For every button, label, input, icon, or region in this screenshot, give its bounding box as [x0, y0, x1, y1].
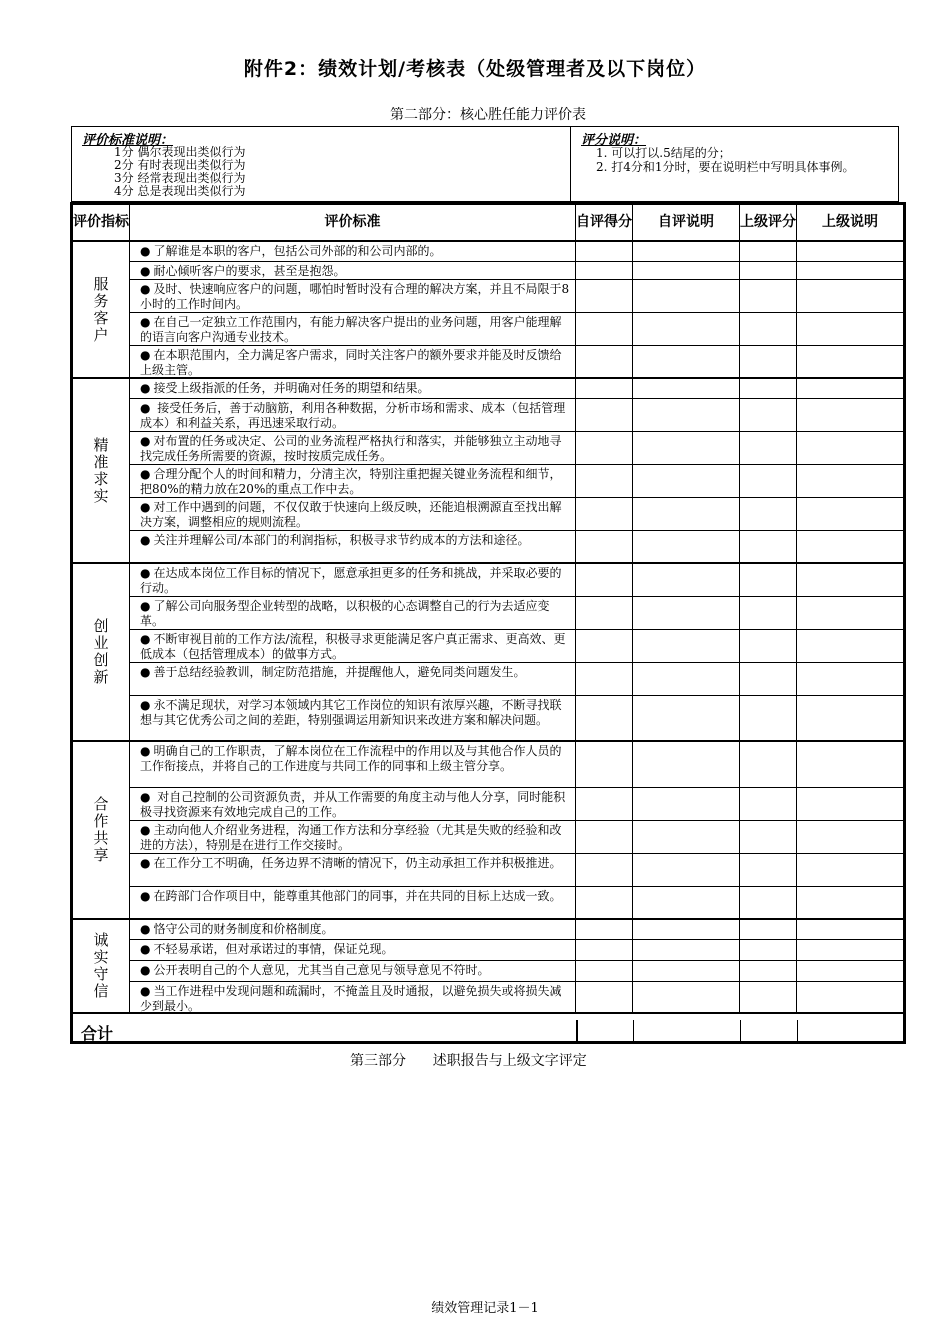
self-score-cell[interactable] [576, 854, 633, 886]
bullet-icon: ● [140, 315, 151, 329]
criteria-row [130, 465, 903, 498]
criteria-row [130, 262, 903, 280]
criteria-row [130, 399, 903, 432]
indicator-label: 服务客户 [91, 275, 110, 344]
self-score-cell[interactable] [576, 887, 633, 918]
self-note-cell[interactable] [633, 432, 740, 464]
criteria-row [130, 663, 903, 696]
criteria-text: 永不满足现状，对学习本领域内其它工作岗位的知识有浓厚兴趣，不断寻找联想与其它优秀公司之间的差距，特别强调运用新知识来改进方案和解决问题。 [140, 698, 562, 727]
self-note-cell[interactable] [633, 854, 740, 886]
standard-line: 3分 经常表现出类似行为 [114, 171, 246, 185]
standard-line: 4分 总是表现出类似行为 [114, 184, 246, 198]
supervisor-note-cell[interactable] [797, 788, 903, 820]
standard-line: 2分 有时表现出类似行为 [114, 158, 246, 172]
supervisor-score-cell[interactable] [740, 313, 797, 345]
criteria-text-cell [130, 788, 576, 820]
criteria-row [130, 630, 903, 663]
criteria-text-cell [130, 379, 576, 398]
bullet-icon: ● [140, 282, 151, 296]
self-note-cell[interactable] [633, 887, 740, 918]
instructions-box [71, 126, 899, 202]
supervisor-score-cell[interactable] [740, 630, 797, 662]
self-score-cell[interactable] [576, 346, 633, 377]
self-score-cell[interactable] [576, 379, 633, 398]
supervisor-note-cell[interactable] [797, 961, 903, 981]
self-score-cell[interactable] [576, 313, 633, 345]
standard-line: 1分 偶尔表现出类似行为 [114, 145, 246, 159]
criteria-row [130, 920, 903, 940]
self-score-cell[interactable] [576, 920, 633, 939]
criteria-text: 主动向他人介绍业务进程，沟通工作方法和分享经验（尤其是失败的经验和改进的方法），特别是在进行工作交接时。 [140, 823, 562, 852]
supervisor-note-cell[interactable] [797, 940, 903, 960]
self-note-cell[interactable] [633, 788, 740, 820]
supervisor-score-cell[interactable] [740, 262, 797, 279]
criteria-row [130, 887, 903, 920]
supervisor-note-cell[interactable] [797, 399, 903, 431]
criteria-row [130, 961, 903, 982]
self-note-cell[interactable] [633, 597, 740, 629]
criteria-text-cell [130, 961, 576, 981]
supervisor-note-cell[interactable] [797, 465, 903, 497]
criteria-row [130, 346, 903, 379]
supervisor-note-cell[interactable] [797, 821, 903, 853]
supervisor-score-cell[interactable] [740, 920, 797, 939]
supervisor-score-cell[interactable] [740, 788, 797, 820]
criteria-text-cell [130, 313, 576, 345]
self-note-cell[interactable] [633, 821, 740, 853]
self-note-cell[interactable] [633, 465, 740, 497]
criteria-text-cell [130, 920, 576, 939]
self-note-cell[interactable] [633, 920, 740, 939]
criteria-text-cell [130, 465, 576, 497]
supervisor-score-cell[interactable] [740, 663, 797, 695]
self-score-cell[interactable] [576, 564, 633, 596]
criteria-text-cell [130, 982, 576, 1012]
evaluation-standard-title: 评价标准说明： [82, 133, 174, 148]
competency-table [70, 202, 906, 1044]
criteria-row [130, 242, 903, 262]
supervisor-score-cell[interactable] [740, 887, 797, 918]
self-note-cell[interactable] [633, 379, 740, 398]
evaluation-standard-panel [72, 127, 571, 201]
supervisor-note-cell[interactable] [797, 498, 903, 530]
self-score-cell[interactable] [576, 630, 633, 662]
criteria-row [130, 280, 903, 313]
self-note-cell[interactable] [633, 564, 740, 596]
scoring-line: 1. 可以打以.5结尾的分； [596, 146, 731, 160]
criteria-text: 合理分配个人的时间和精力，分清主次，特别注重把握关键业务流程和细节，把80%的精力放在20%的重点工作中去。 [140, 467, 562, 496]
supervisor-note-cell[interactable] [797, 313, 903, 345]
supervisor-score-cell[interactable] [740, 696, 797, 740]
criteria-text-cell [130, 696, 576, 740]
supervisor-note-cell[interactable] [797, 887, 903, 918]
section-subtitle: 第二部分：核心胜任能力评价表 [390, 107, 586, 123]
self-note-cell[interactable] [633, 982, 740, 1012]
bullet-icon: ● [140, 889, 151, 903]
criteria-text: 在自己一定独立工作范围内，有能力解决客户提出的业务问题，用客户能理解的语言向客户沟通专业技术。 [140, 315, 562, 344]
supervisor-note-cell[interactable] [797, 597, 903, 629]
criteria-row [130, 379, 903, 399]
criteria-text-cell [130, 854, 576, 886]
indicator-cell [73, 242, 130, 379]
supervisor-score-cell[interactable] [740, 379, 797, 398]
indicator-label: 精准求实 [91, 436, 110, 505]
criteria-text: 对工作中遇到的问题，不仅仅敢于快速向上级反映，还能追根溯源直至找出解决方案，调整相应的规则流程。 [140, 500, 562, 529]
criteria-text: 在跨部门合作项目中，能尊重其他部门的同事，并在共同的目标上达成一致。 [153, 889, 562, 903]
bullet-icon: ● [140, 264, 151, 278]
bullet-icon: ● [140, 500, 151, 514]
supervisor-score-cell[interactable] [740, 597, 797, 629]
criteria-row [130, 498, 903, 531]
criteria-text: 在工作分工不明确，任务边界不清晰的情况下，仍主动承担工作并积极推进。 [153, 856, 562, 870]
total-divider [740, 1020, 741, 1042]
criteria-text: 对布置的任务或决定、公司的业务流程严格执行和落实，并能够独立主动地寻找完成任务所需要的资源，按时按质完成任务。 [140, 434, 562, 463]
criteria-row [130, 854, 903, 887]
bullet-icon: ● [140, 632, 151, 646]
criteria-text: 不断审视目前的工作方法/流程，积极寻求更能满足客户真正需求、更高效、更低成本（包括管理成本）的做事方式。 [140, 632, 566, 661]
header-supervisor-score: 上级评分 [740, 205, 797, 242]
bullet-icon: ● [140, 381, 151, 395]
criteria-text: 明确自己的工作职责，了解本岗位在工作流程中的作用以及与其他合作人员的工作衔接点，并将自己的工作进度与共同工作的同事和上级主管分享。 [140, 744, 562, 773]
criteria-text: 当工作进程中发现问题和疏漏时，不掩盖且及时通报，以避免损失或将损失减少到最小。 [140, 984, 562, 1013]
bullet-icon: ● [140, 698, 151, 712]
criteria-text: 耐心倾听客户的要求，甚至是抱怨。 [153, 264, 346, 278]
criteria-text: 对自己控制的公司资源负责，并从工作需要的角度主动与他人分享，同时能积极寻找资源来有效地完成自己的工作。 [140, 790, 566, 819]
supervisor-note-cell[interactable] [797, 379, 903, 398]
self-note-cell[interactable] [633, 531, 740, 562]
indicator-label: 创业创新 [91, 618, 110, 686]
self-note-cell[interactable] [633, 630, 740, 662]
criteria-row [130, 597, 903, 630]
supervisor-score-cell[interactable] [740, 346, 797, 377]
criteria-text: 了解谁是本职的客户，包括公司外部的和公司内部的。 [153, 244, 442, 258]
supervisor-note-cell[interactable] [797, 696, 903, 740]
criteria-text-cell [130, 432, 576, 464]
criteria-text-cell [130, 498, 576, 530]
criteria-text-cell [130, 564, 576, 596]
self-score-cell[interactable] [576, 940, 633, 960]
bullet-icon: ● [140, 467, 151, 481]
criteria-text-cell [130, 531, 576, 562]
bullet-icon: ● [140, 348, 151, 362]
bullet-icon: ● [140, 963, 151, 977]
self-note-cell[interactable] [633, 961, 740, 981]
supervisor-note-cell[interactable] [797, 242, 903, 261]
self-note-cell[interactable] [633, 663, 740, 695]
self-note-cell[interactable] [633, 313, 740, 345]
criteria-row [130, 432, 903, 465]
supervisor-note-cell[interactable] [797, 630, 903, 662]
scoring-line: 2. 打4分和1分时，要在说明栏中写明具体事例。 [596, 160, 855, 174]
supervisor-note-cell[interactable] [797, 982, 903, 1012]
criteria-text: 公开表明自己的个人意见，尤其当自己意见与领导意见不符时。 [153, 963, 490, 977]
supervisor-score-cell[interactable] [740, 399, 797, 431]
indicator-label: 合作共享 [91, 796, 110, 864]
criteria-row [130, 531, 903, 564]
supervisor-note-cell[interactable] [797, 262, 903, 279]
bullet-icon: ● [140, 566, 151, 580]
bullet-icon: ● [140, 942, 151, 956]
bullet-icon: ● [140, 244, 151, 258]
criteria-text: 了解公司向服务型企业转型的战略，以积极的心态调整自己的行为去适应变革。 [140, 599, 550, 628]
bullet-icon: ● [140, 599, 151, 613]
supervisor-note-cell[interactable] [797, 432, 903, 464]
document-title: 附件2：绩效计划/考核表（处级管理者及以下岗位） [243, 58, 707, 80]
self-note-cell[interactable] [633, 940, 740, 960]
self-score-cell[interactable] [576, 262, 633, 279]
supervisor-note-cell[interactable] [797, 531, 903, 562]
criteria-text: 接受上级指派的任务，并明确对任务的期望和结果。 [153, 381, 430, 395]
header-criteria: 评价标准 [130, 205, 576, 242]
bullet-icon: ● [140, 790, 151, 804]
criteria-row [130, 313, 903, 346]
self-note-cell[interactable] [633, 346, 740, 377]
self-score-cell[interactable] [576, 982, 633, 1012]
criteria-text: 恪守公司的财务制度和价格制度。 [153, 922, 334, 936]
criteria-text-cell [130, 742, 576, 787]
criteria-row [130, 940, 903, 961]
criteria-text: 在达成本岗位工作目标的情况下，愿意承担更多的任务和挑战，并采取必要的行动。 [140, 566, 562, 595]
self-note-cell[interactable] [633, 498, 740, 530]
self-score-cell[interactable] [576, 498, 633, 530]
supervisor-score-cell[interactable] [740, 821, 797, 853]
self-score-cell[interactable] [576, 663, 633, 695]
total-divider [797, 1020, 798, 1042]
indicator-label: 诚实守信 [91, 932, 110, 1000]
scoring-notes-panel [572, 127, 898, 201]
criteria-text-cell [130, 663, 576, 695]
criteria-row [130, 742, 903, 788]
self-score-cell[interactable] [576, 788, 633, 820]
criteria-text-cell [130, 399, 576, 431]
supervisor-score-cell[interactable] [740, 280, 797, 312]
criteria-text: 及时、快速响应客户的问题，哪怕时暂时没有合理的解决方案，并且不局限于8小时的工作时间内。 [140, 282, 570, 311]
supervisor-score-cell[interactable] [740, 961, 797, 981]
supervisor-score-cell[interactable] [740, 940, 797, 960]
bullet-icon: ● [140, 922, 151, 936]
criteria-row [130, 696, 903, 742]
self-score-cell[interactable] [576, 399, 633, 431]
bullet-icon: ● [140, 744, 151, 758]
supervisor-note-cell[interactable] [797, 564, 903, 596]
supervisor-score-cell[interactable] [740, 242, 797, 261]
self-score-cell[interactable] [576, 597, 633, 629]
self-score-cell[interactable] [576, 280, 633, 312]
total-divider [633, 1020, 634, 1042]
self-note-cell[interactable] [633, 696, 740, 740]
supervisor-score-cell[interactable] [740, 498, 797, 530]
supervisor-score-cell[interactable] [740, 854, 797, 886]
self-score-cell[interactable] [576, 242, 633, 261]
self-note-cell[interactable] [633, 262, 740, 279]
self-score-cell[interactable] [576, 531, 633, 562]
bullet-icon: ● [140, 856, 151, 870]
supervisor-note-cell[interactable] [797, 742, 903, 787]
supervisor-note-cell[interactable] [797, 854, 903, 886]
self-score-cell[interactable] [576, 432, 633, 464]
supervisor-score-cell[interactable] [740, 564, 797, 596]
criteria-row [130, 821, 903, 854]
criteria-row [130, 564, 903, 597]
total-row [73, 1020, 903, 1042]
self-score-cell[interactable] [576, 961, 633, 981]
criteria-text-cell [130, 821, 576, 853]
self-score-cell[interactable] [576, 742, 633, 787]
header-indicator: 评价指标 [73, 205, 130, 242]
supervisor-note-cell[interactable] [797, 663, 903, 695]
supervisor-score-cell[interactable] [740, 465, 797, 497]
criteria-text: 关注并理解公司/本部门的利润指标，积极寻求节约成本的方法和途径。 [153, 533, 530, 547]
self-note-cell[interactable] [633, 280, 740, 312]
supervisor-note-cell[interactable] [797, 346, 903, 377]
criteria-row [130, 788, 903, 821]
criteria-text-cell [130, 597, 576, 629]
criteria-text: 在本职范围内，全力满足客户需求，同时关注客户的额外要求并能及时反馈给上级主管。 [140, 348, 562, 377]
self-score-cell[interactable] [576, 821, 633, 853]
criteria-text-cell [130, 940, 576, 960]
criteria-text: 接受任务后，善于动脑筋，利用各种数据，分析市场和需求、成本（包括管理成本）和利益关系，再迅速采取行动。 [140, 401, 566, 430]
criteria-text: 不轻易承诺，但对承诺过的事情，保证兑现。 [153, 942, 394, 956]
criteria-row [130, 982, 903, 1014]
self-score-cell[interactable] [576, 696, 633, 740]
supervisor-note-cell[interactable] [797, 920, 903, 939]
supervisor-note-cell[interactable] [797, 280, 903, 312]
self-note-cell[interactable] [633, 399, 740, 431]
bullet-icon: ● [140, 823, 151, 837]
supervisor-score-cell[interactable] [740, 432, 797, 464]
criteria-text-cell [130, 887, 576, 918]
header-self-note: 自评说明 [633, 205, 740, 242]
criteria-text-cell [130, 630, 576, 662]
indicator-cell [73, 742, 130, 920]
supervisor-score-cell[interactable] [740, 742, 797, 787]
indicator-cell [73, 379, 130, 564]
scoring-notes-title: 评分说明： [581, 133, 647, 148]
indicator-cell [73, 564, 130, 742]
total-divider [576, 1020, 578, 1042]
self-note-cell[interactable] [633, 242, 740, 261]
criteria-text-cell [130, 242, 576, 261]
header-self-score: 自评得分 [576, 205, 633, 242]
self-score-cell[interactable] [576, 465, 633, 497]
criteria-text-cell [130, 346, 576, 377]
bullet-icon: ● [140, 533, 151, 547]
criteria-text: 善于总结经验教训，制定防范措施，并提醒他人，避免同类问题发生。 [153, 665, 526, 679]
bullet-icon: ● [140, 434, 151, 448]
supervisor-score-cell[interactable] [740, 982, 797, 1012]
bullet-icon: ● [140, 984, 151, 998]
bullet-icon: ● [140, 665, 151, 679]
criteria-text-cell [130, 262, 576, 279]
bullet-icon: ● [140, 401, 151, 415]
part-three-heading: 第三部分 述职报告与上级文字评定 [350, 1053, 587, 1069]
total-label: 合计 [81, 1024, 114, 1043]
header-supervisor-note: 上级说明 [797, 205, 903, 242]
self-note-cell[interactable] [633, 742, 740, 787]
supervisor-score-cell[interactable] [740, 531, 797, 562]
page-footer: 绩效管理记录1－1 [431, 1301, 539, 1316]
criteria-text-cell [130, 280, 576, 312]
indicator-cell [73, 920, 130, 1014]
